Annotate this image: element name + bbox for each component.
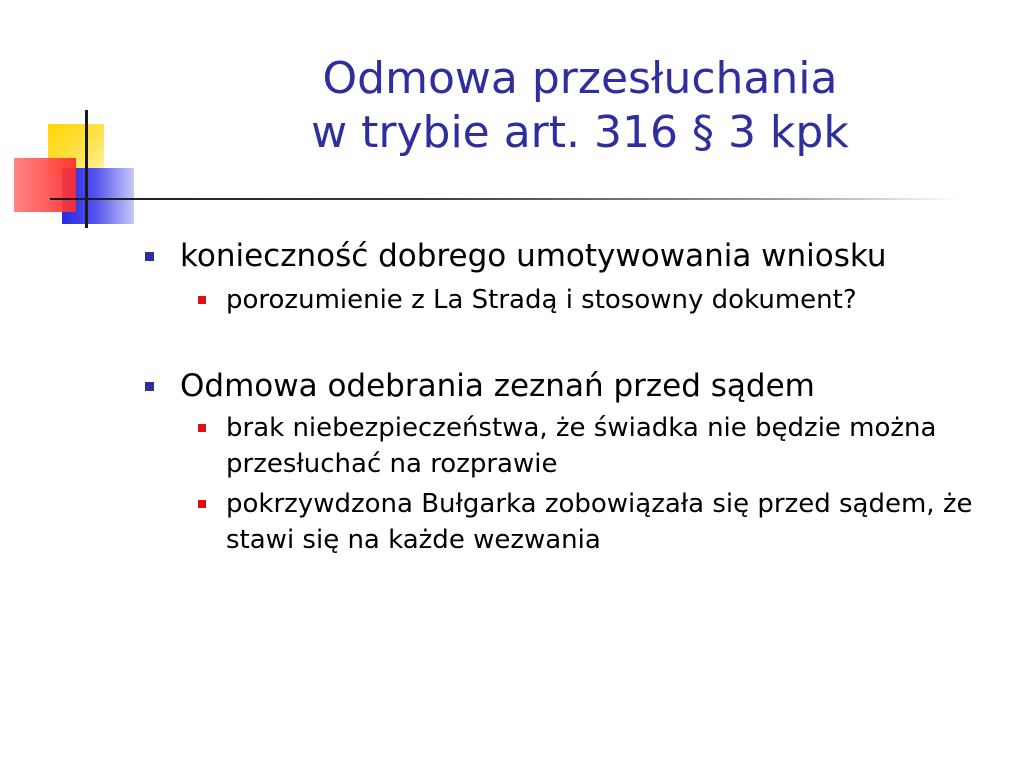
sub-bullet-text: pokrzywdzona Bułgarka zobowiązała się przed sądem, że stawi się na każde wezwania: [226, 489, 973, 555]
bullet-text: konieczność dobrego umotywowania wniosku: [180, 238, 887, 274]
slide-body: [140, 236, 1000, 558]
sub-bullet-text: brak niebezpieczeństwa, że świadka nie będzie można przesłuchać na rozprawie: [226, 413, 937, 479]
red-square-bullet-icon: [198, 500, 206, 508]
red-square-bullet-icon: [198, 424, 206, 432]
sub-bullet-text: porozumienie z La Stradą i stosowny dokument?: [226, 285, 857, 315]
sub-bullet-item: [186, 486, 1000, 558]
sub-bullet-item: [186, 410, 1000, 482]
bullet-item: [140, 236, 1000, 276]
bullet-text: Odmowa odebrania zeznań przed sądem: [180, 368, 815, 404]
slide-title-line-1: Odmowa przesłuchania: [322, 53, 838, 104]
slide-title-line-2: w trybie art. 316 § 3 kpk: [311, 107, 849, 158]
title-underline: [50, 198, 960, 200]
blue-square-bullet-icon: [145, 382, 154, 391]
slide-title: [170, 52, 990, 160]
vertical-divider-line: [85, 110, 88, 228]
red-square-bullet-icon: [198, 296, 206, 304]
sub-bullet-item: [186, 282, 1000, 318]
bullet-item: [140, 366, 1000, 406]
blue-square-bullet-icon: [145, 252, 154, 261]
red-square-decoration: [14, 158, 76, 212]
